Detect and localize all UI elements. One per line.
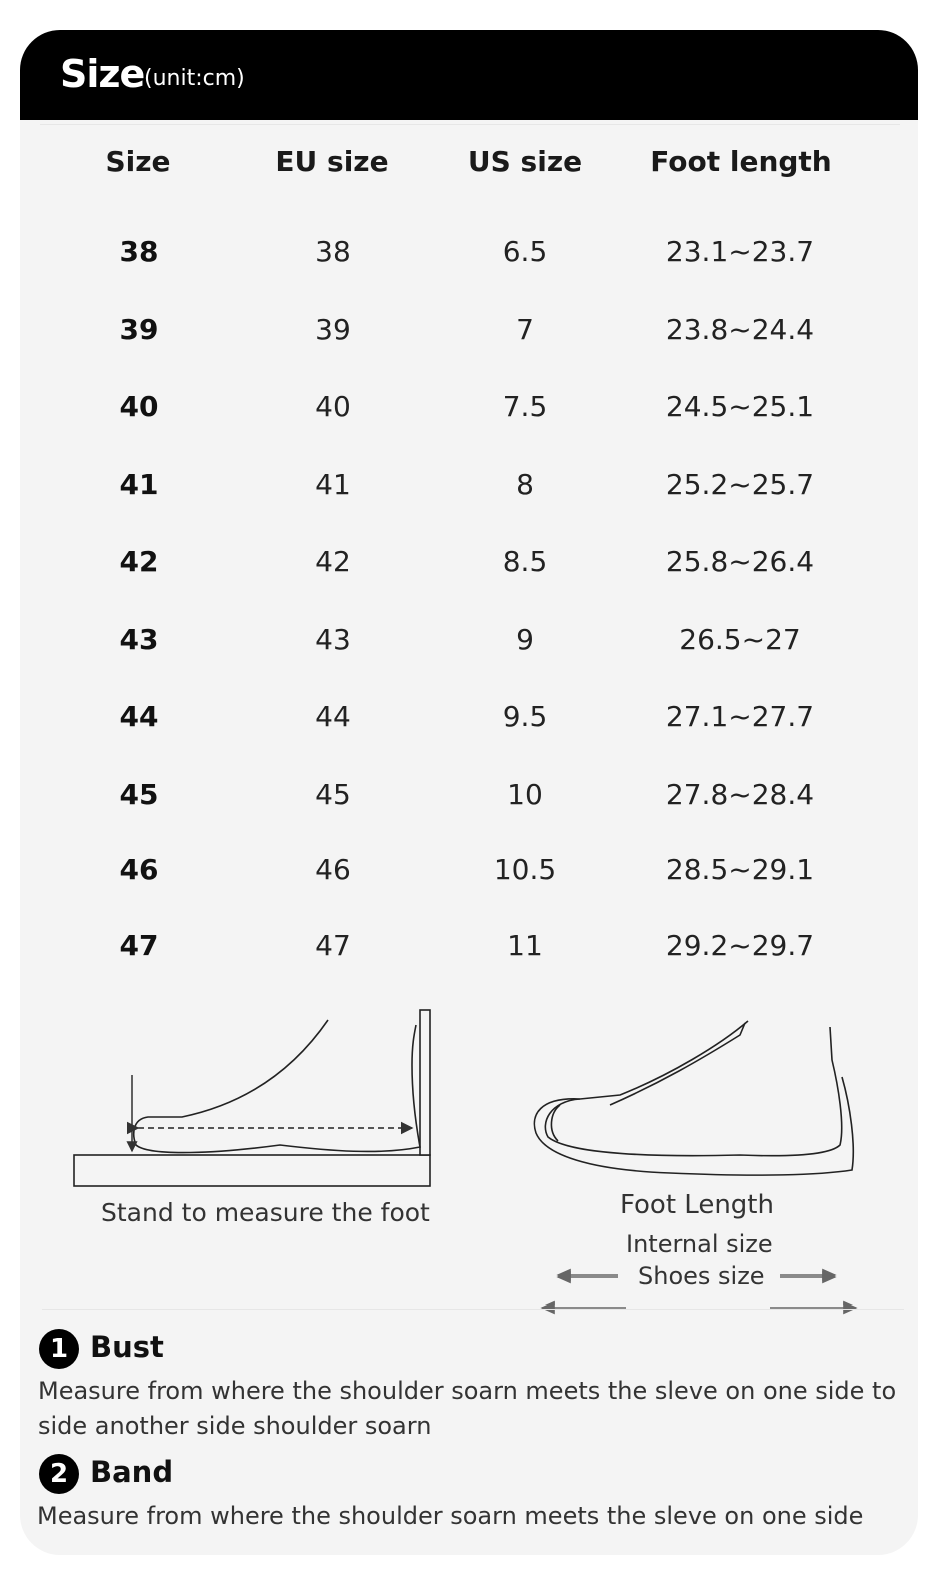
cell-us: 11	[507, 929, 543, 962]
divider	[42, 1309, 904, 1310]
cell-foot-length: 23.8~24.4	[665, 313, 815, 346]
cell-foot-length: 28.5~29.1	[665, 853, 815, 886]
divider	[40, 124, 900, 125]
cell-eu: 38	[315, 235, 351, 268]
cell-foot-length: 25.8~26.4	[665, 545, 815, 578]
shoe-drawing	[534, 1021, 853, 1175]
cell-foot-length: 27.8~28.4	[665, 778, 815, 811]
instruction-title-band: Band	[90, 1455, 174, 1489]
cell-size: 38	[119, 235, 159, 268]
cell-eu: 39	[315, 313, 351, 346]
header-bar	[20, 30, 918, 120]
instruction-text-bust: Measure from where the shoulder soarn meets the sleve on one side to side another side shoulder soarn	[38, 1377, 897, 1440]
cell-foot-length: 29.2~29.7	[665, 929, 815, 962]
cell-us: 9.5	[502, 700, 548, 733]
cell-foot-length: 24.5~25.1	[665, 390, 815, 423]
cell-foot-length: 27.1~27.7	[665, 700, 815, 733]
cell-eu: 45	[315, 778, 351, 811]
stand-caption: Stand to measure the foot	[101, 1198, 430, 1227]
cell-us: 10.5	[493, 853, 557, 886]
cell-eu: 44	[315, 700, 351, 733]
cell-us: 7	[516, 313, 534, 346]
col-header-us: US size	[467, 145, 583, 178]
header-unit: (unit:cm)	[144, 66, 245, 91]
cell-us: 8.5	[502, 545, 548, 578]
cell-size: 39	[119, 313, 159, 346]
instruction-title-bust: Bust	[90, 1330, 164, 1364]
header-title: Size	[60, 52, 145, 96]
internal-size-label: Internal size	[626, 1230, 773, 1258]
cell-us: 10	[507, 778, 543, 811]
cell-foot-length: 23.1~23.7	[665, 235, 815, 268]
size-arrows-lower	[20, 1265, 918, 1325]
cell-eu: 41	[315, 468, 351, 501]
col-header-eu: EU size	[275, 145, 389, 178]
foot-length-label: Foot Length	[620, 1190, 774, 1220]
cell-us: 8	[516, 468, 534, 501]
cell-eu: 42	[315, 545, 351, 578]
step-number-badge: 1	[39, 1329, 79, 1369]
cell-us: 9	[516, 623, 534, 656]
cell-foot-length: 26.5~27	[679, 623, 801, 656]
cell-eu: 46	[315, 853, 351, 886]
col-header-foot-length: Foot length	[650, 145, 832, 178]
cell-size: 46	[119, 853, 159, 886]
cell-size: 45	[119, 778, 159, 811]
cell-us: 7.5	[502, 390, 548, 423]
cell-size: 42	[119, 545, 159, 578]
cell-size: 41	[119, 468, 159, 501]
step-number-badge: 2	[39, 1454, 79, 1494]
cell-eu: 43	[315, 623, 351, 656]
col-header-size: Size	[105, 145, 171, 178]
cell-foot-length: 25.2~25.7	[665, 468, 815, 501]
instruction-text-band: Measure from where the shoulder soarn meets the sleve on one side	[37, 1502, 864, 1530]
cell-eu: 40	[315, 390, 351, 423]
cell-size: 43	[119, 623, 159, 656]
size-chart-card	[20, 30, 918, 1555]
cell-us: 6.5	[502, 235, 548, 268]
shoes-size-label: Shoes size	[638, 1262, 765, 1290]
cell-eu: 47	[315, 929, 351, 962]
cell-size: 40	[119, 390, 159, 423]
foot-measure-illustrations	[20, 1005, 918, 1305]
cell-size: 44	[119, 700, 159, 733]
cell-size: 47	[119, 929, 159, 962]
stand-foot-drawing	[74, 1010, 430, 1186]
